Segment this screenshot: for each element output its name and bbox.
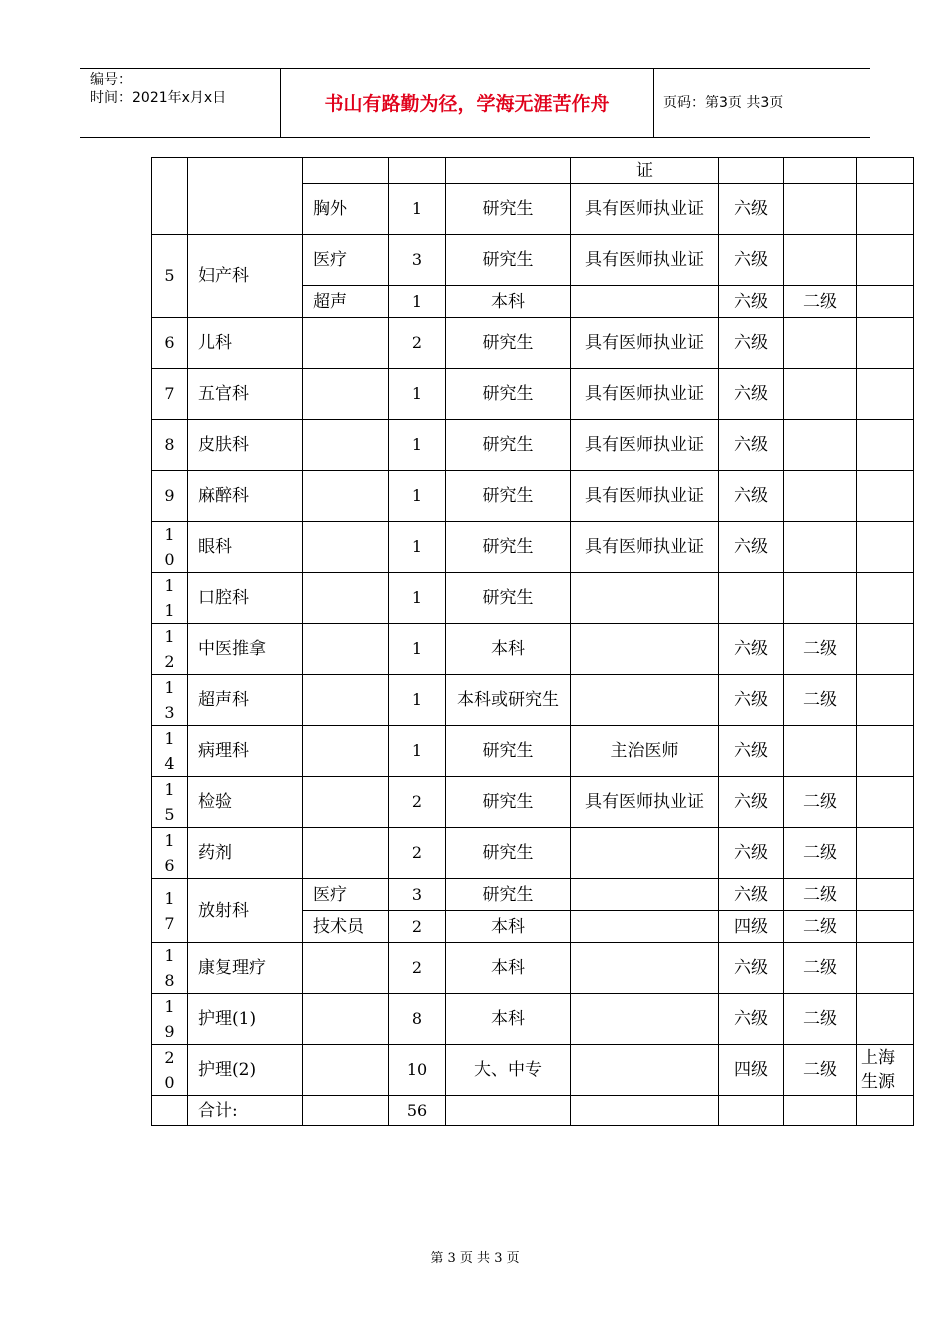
cell-comp: [784, 235, 857, 286]
cell-dept: 儿科: [188, 318, 303, 369]
cell-eng: 六级: [719, 471, 784, 522]
cell-sub: 医疗: [303, 235, 389, 286]
cell-eng: 四级: [719, 1045, 784, 1096]
cell-note: [857, 158, 914, 184]
cell-count: 1: [389, 420, 446, 471]
cell-sub: 技术员: [303, 911, 389, 943]
cell-sub: [303, 828, 389, 879]
cell-no: [152, 522, 188, 573]
cell-sub: [303, 777, 389, 828]
cell-sub: 医疗: [303, 879, 389, 911]
cell-dept: 口腔科: [188, 573, 303, 624]
cell-sub: [303, 573, 389, 624]
cell-edu: 本科: [446, 943, 571, 994]
cell-edu: 研究生: [446, 369, 571, 420]
cell-sub: [303, 318, 389, 369]
cell-eng: 六级: [719, 879, 784, 911]
cell-count: 2: [389, 777, 446, 828]
cell-count: 3: [389, 235, 446, 286]
cell-note: [857, 522, 914, 573]
cell-dept: 妇产科: [188, 235, 303, 318]
cell-sub: 胸外: [303, 184, 389, 235]
cell-eng: 六级: [719, 318, 784, 369]
cell-comp: [784, 522, 857, 573]
cell-edu: 研究生: [446, 184, 571, 235]
header-page-label: 页码：第3页 共3页: [663, 95, 784, 111]
cell-edu: 研究生: [446, 235, 571, 286]
cell-note: [857, 879, 914, 911]
row-number: 20: [164, 1048, 175, 1092]
cell-edu: 本科: [446, 624, 571, 675]
table-row: [152, 158, 914, 184]
table-row: [152, 994, 914, 1045]
cell-no: [152, 994, 188, 1045]
cell-note: [857, 624, 914, 675]
cell-count: 1: [389, 522, 446, 573]
cell-comp: [784, 573, 857, 624]
cell-eng: 六级: [719, 828, 784, 879]
cell-note: [857, 911, 914, 943]
cell-count: 2: [389, 318, 446, 369]
cell-eng: 六级: [719, 675, 784, 726]
cell-note: [857, 675, 914, 726]
cell-eng: 六级: [719, 777, 784, 828]
cell-eng: 六级: [719, 286, 784, 318]
cell-no: 6: [152, 318, 188, 369]
cell-cert: [571, 624, 719, 675]
cell-comp: [784, 318, 857, 369]
cell-edu: 本科: [446, 286, 571, 318]
cell-no: [152, 573, 188, 624]
cell-note: [857, 828, 914, 879]
cell-comp: 二级: [784, 286, 857, 318]
cell-cert: [571, 1045, 719, 1096]
cell-sub: [303, 943, 389, 994]
cell-comp: [784, 420, 857, 471]
cell-cert: 具有医师执业证: [571, 369, 719, 420]
cell-count: 1: [389, 573, 446, 624]
cell-eng: 六级: [719, 726, 784, 777]
cell-sub: [303, 420, 389, 471]
cell-comp: 二级: [784, 777, 857, 828]
cell-dept: 五官科: [188, 369, 303, 420]
cell-no: [152, 828, 188, 879]
cell-edu: 研究生: [446, 522, 571, 573]
page-header: [80, 68, 870, 138]
cell-no: [152, 726, 188, 777]
cell-note: [857, 943, 914, 994]
cell-edu: 研究生: [446, 471, 571, 522]
cell-no: [152, 777, 188, 828]
cell-comp: [784, 158, 857, 184]
cell-note: [857, 994, 914, 1045]
cell-note: [857, 573, 914, 624]
cell-cert: [571, 994, 719, 1045]
row-number: 13: [164, 678, 175, 722]
cell-comp: [784, 471, 857, 522]
cell-edu: 本科或研究生: [446, 675, 571, 726]
cell-count: 8: [389, 994, 446, 1045]
cell-dept: [188, 158, 303, 235]
cell-edu: 大、中专: [446, 1045, 571, 1096]
cell-cert: [571, 573, 719, 624]
cell-no: [152, 879, 188, 943]
cell-dept: 皮肤科: [188, 420, 303, 471]
cell-dept: 检验: [188, 777, 303, 828]
cell-cert: 具有医师执业证: [571, 420, 719, 471]
table-row: [152, 522, 914, 573]
cell-comp: 二级: [784, 943, 857, 994]
cell-edu: 研究生: [446, 828, 571, 879]
cell-eng: 六级: [719, 994, 784, 1045]
cell-no: [152, 943, 188, 994]
cell-no: [152, 158, 188, 235]
table-row: [152, 943, 914, 994]
cell-note: [857, 286, 914, 318]
cell-dept: 眼科: [188, 522, 303, 573]
cell-cert: 具有医师执业证: [571, 777, 719, 828]
cell-note: [857, 471, 914, 522]
cell-count: 10: [389, 1045, 446, 1096]
cell-eng: 六级: [719, 420, 784, 471]
cell-count: 2: [389, 911, 446, 943]
cell-cert: 主治医师: [571, 726, 719, 777]
number-label: 编号：: [90, 72, 132, 88]
cell-dept: 护理(1): [188, 994, 303, 1045]
cell-comp: [784, 726, 857, 777]
cell-cert: [571, 1096, 719, 1126]
cell-sub: [303, 158, 389, 184]
row-number: 19: [164, 997, 175, 1041]
cell-comp: 二级: [784, 879, 857, 911]
cell-cert: [571, 286, 719, 318]
row-number: 16: [164, 831, 175, 875]
cell-dept: 中医推拿: [188, 624, 303, 675]
cell-dept: 护理(2): [188, 1045, 303, 1096]
table-row: [152, 573, 914, 624]
cell-edu: 研究生: [446, 879, 571, 911]
cell-cert: [571, 911, 719, 943]
cell-edu: 本科: [446, 911, 571, 943]
cell-dept: 合计:: [188, 1096, 303, 1126]
cell-edu: [446, 1096, 571, 1126]
cell-sub: [303, 1045, 389, 1096]
cell-edu: 研究生: [446, 573, 571, 624]
row-number: 17: [164, 888, 175, 933]
cell-no: [152, 675, 188, 726]
cell-sub: [303, 1096, 389, 1126]
cell-eng: [719, 158, 784, 184]
cell-count: 1: [389, 369, 446, 420]
cell-dept: 康复理疗: [188, 943, 303, 994]
row-number: 14: [164, 729, 175, 773]
cell-edu: 研究生: [446, 420, 571, 471]
cell-dept: 麻醉科: [188, 471, 303, 522]
cell-no: [152, 1096, 188, 1126]
cell-cert: [571, 828, 719, 879]
cell-comp: 二级: [784, 994, 857, 1045]
cell-count: [389, 158, 446, 184]
cell-sub: [303, 522, 389, 573]
cell-no: [152, 624, 188, 675]
table-row: [152, 675, 914, 726]
cell-note: [857, 318, 914, 369]
row-number: 15: [164, 780, 175, 824]
cell-cert: 具有医师执业证: [571, 318, 719, 369]
cell-edu: 研究生: [446, 726, 571, 777]
cell-no: [152, 1045, 188, 1096]
row-number: 11: [164, 576, 175, 620]
cell-eng: 六级: [719, 624, 784, 675]
cell-edu: 研究生: [446, 318, 571, 369]
cell-cert: 具有医师执业证: [571, 235, 719, 286]
cell-note: [857, 726, 914, 777]
table-row: [152, 471, 914, 522]
cell-comp: [784, 184, 857, 235]
table-row: [152, 828, 914, 879]
table-row: [152, 777, 914, 828]
cell-sub: 超声: [303, 286, 389, 318]
cell-sub: [303, 994, 389, 1045]
table-row: [152, 318, 914, 369]
cell-eng: [719, 1096, 784, 1126]
table-row: [152, 235, 914, 286]
cell-sub: [303, 675, 389, 726]
cell-eng: 六级: [719, 369, 784, 420]
cell-no: 7: [152, 369, 188, 420]
cell-no: 8: [152, 420, 188, 471]
cell-sub: [303, 624, 389, 675]
cell-eng: 四级: [719, 911, 784, 943]
cell-count: 1: [389, 286, 446, 318]
cell-sub: [303, 369, 389, 420]
cell-count: 1: [389, 184, 446, 235]
cell-dept: 超声科: [188, 675, 303, 726]
cell-eng: 六级: [719, 184, 784, 235]
cell-count: 1: [389, 471, 446, 522]
cell-count: 2: [389, 943, 446, 994]
cell-count: 3: [389, 879, 446, 911]
cell-edu: [446, 158, 571, 184]
table-row: [152, 624, 914, 675]
cell-count: 1: [389, 726, 446, 777]
cell-eng: 六级: [719, 235, 784, 286]
row-number: 18: [164, 946, 175, 990]
cell-edu: 研究生: [446, 777, 571, 828]
recruitment-table: [151, 157, 914, 1126]
cell-note: [857, 777, 914, 828]
time-label: 时间：2021年x月x日: [90, 90, 227, 106]
cell-comp: 二级: [784, 828, 857, 879]
cell-cert: 具有医师执业证: [571, 471, 719, 522]
row-number: 12: [164, 627, 175, 671]
cell-cert: [571, 943, 719, 994]
table-row: [152, 420, 914, 471]
cell-comp: 二级: [784, 911, 857, 943]
cell-count: 56: [389, 1096, 446, 1126]
page-footer: 第 3 页 共 3 页: [430, 1251, 520, 1266]
header-slogan: 书山有路勤为径，学海无涯苦作舟: [281, 69, 654, 137]
cell-edu: 本科: [446, 994, 571, 1045]
cell-cert: [571, 675, 719, 726]
cell-eng: 六级: [719, 943, 784, 994]
cell-dept: 病理科: [188, 726, 303, 777]
table-row: [152, 879, 914, 911]
cell-eng: 六级: [719, 522, 784, 573]
cell-cert: [571, 879, 719, 911]
cell-comp: 二级: [784, 1045, 857, 1096]
cell-cert: 证: [571, 158, 719, 184]
cell-sub: [303, 726, 389, 777]
cell-count: 2: [389, 828, 446, 879]
cell-eng: [719, 573, 784, 624]
row-number: 10: [164, 525, 175, 569]
cell-note: [857, 420, 914, 471]
cell-no: 5: [152, 235, 188, 318]
table-row: [152, 369, 914, 420]
cell-comp: [784, 1096, 857, 1126]
cell-comp: [784, 369, 857, 420]
cell-cert: 具有医师执业证: [571, 184, 719, 235]
cell-note: 上海生源: [857, 1045, 914, 1096]
cell-note: [857, 235, 914, 286]
cell-note: [857, 1096, 914, 1126]
cell-count: 1: [389, 624, 446, 675]
cell-comp: 二级: [784, 675, 857, 726]
cell-dept: 放射科: [188, 879, 303, 943]
cell-count: 1: [389, 675, 446, 726]
table-row: [152, 726, 914, 777]
cell-cert: 具有医师执业证: [571, 522, 719, 573]
table-row: [152, 1045, 914, 1096]
table-row: [152, 1096, 914, 1126]
cell-no: 9: [152, 471, 188, 522]
cell-dept: 药剂: [188, 828, 303, 879]
cell-comp: 二级: [784, 624, 857, 675]
header-meta: [80, 69, 281, 137]
cell-note: [857, 184, 914, 235]
cell-note: [857, 369, 914, 420]
cell-sub: [303, 471, 389, 522]
